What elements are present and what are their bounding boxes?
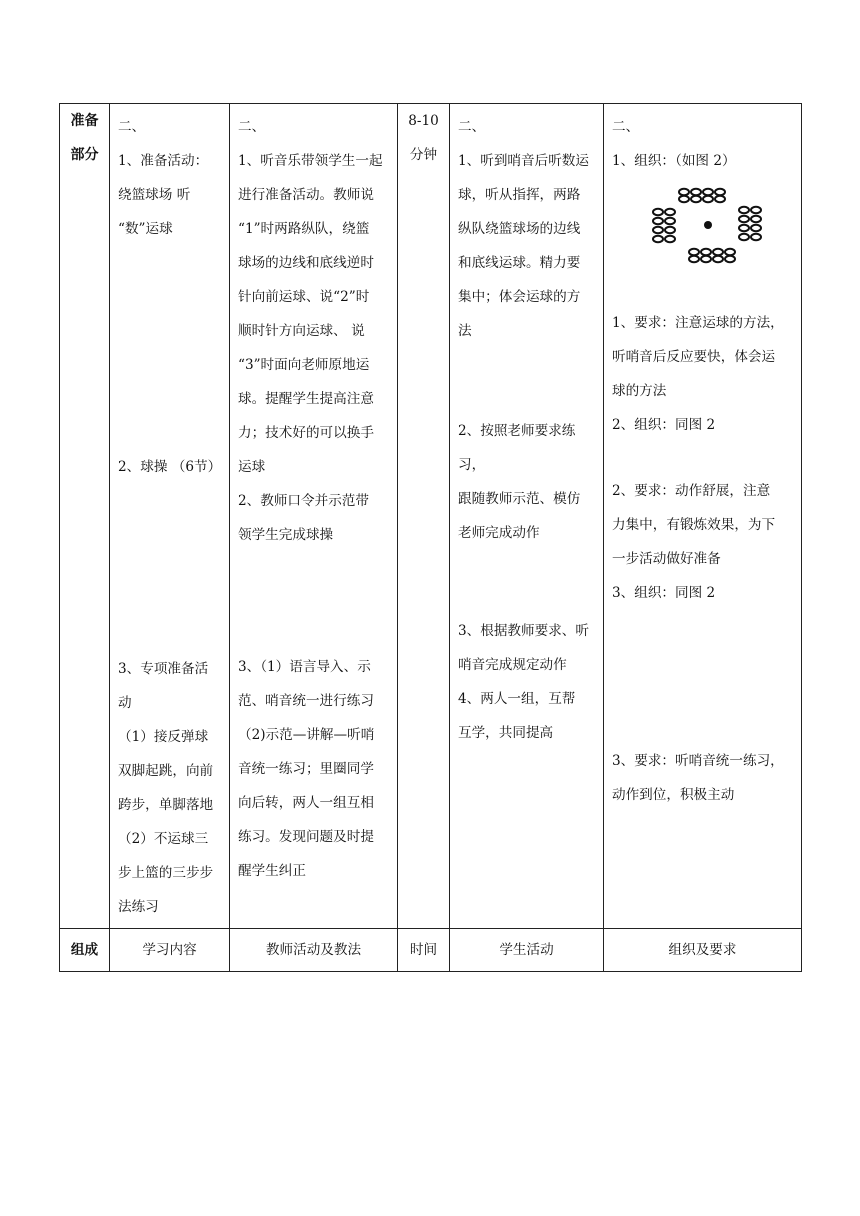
org-line: 2、组织：同图 2: [612, 417, 716, 433]
teacher-line: 范、哨音统一进行练习: [238, 693, 374, 709]
lesson-plan-table: [59, 103, 802, 972]
content-line: 2、球操 （6节）: [118, 459, 222, 475]
content-line: （2）不运球三: [118, 831, 209, 847]
footer-label: 教师活动及教法: [265, 942, 362, 958]
teacher-line: 球。提醒学生提高注意: [238, 391, 374, 407]
content-line: 3、专项准备活: [118, 661, 209, 677]
teacher-line: 1、听音乐带领学生一起: [238, 153, 383, 169]
teacher-line: 练习。发现问题及时提: [238, 829, 374, 845]
content-cell: [110, 104, 230, 929]
teacher-line: 顺时针方向运球、 说: [238, 323, 365, 339]
formation-bottom-row: [689, 249, 735, 262]
section-label: 部分: [70, 147, 99, 163]
org-line: 听哨音后反应要快，体会运: [612, 349, 776, 365]
teacher-line: 领学生完成球操: [238, 527, 334, 543]
org-line: 1、要求：注意运球的方法，: [612, 315, 784, 331]
table-footer-row: [60, 929, 802, 972]
student-line: 互学，共同提高: [458, 725, 554, 741]
student-line: 4、两人一组，互帮: [458, 691, 576, 707]
footer-cell: [110, 929, 230, 972]
student-activity-cell: [450, 104, 604, 929]
organization-cell: [604, 104, 802, 929]
spacer: [458, 348, 597, 414]
student-line: 二、: [458, 119, 486, 135]
teacher-line: 音统一练习；里圈同学: [238, 761, 374, 777]
spacer: [118, 246, 223, 450]
spacer: [612, 442, 795, 474]
teacher-activity-cell: [230, 104, 398, 929]
teacher-line: 3、（1）语言导入、示: [238, 659, 371, 675]
footer-label: 学习内容: [142, 942, 197, 958]
footer-label: 组织及要求: [668, 942, 737, 958]
content-line: 跨步，单脚落地: [118, 797, 214, 813]
section-label: 准备: [70, 113, 99, 129]
student-line: 球，听从指挥，两路: [458, 187, 581, 203]
time-value: 8-10: [408, 113, 439, 129]
spacer: [238, 552, 391, 650]
teacher-line: 力；技术好的可以换手: [238, 425, 374, 441]
content-line: 步上篮的三步步: [118, 865, 214, 881]
org-line: 球的方法: [612, 383, 667, 399]
teacher-line: “3”时面向老师原地运: [238, 357, 370, 373]
org-line: 一步活动做好准备: [612, 551, 721, 567]
content-line: 双脚起跳，向前: [118, 763, 214, 779]
teacher-line: 醒学生纠正: [238, 863, 306, 879]
student-line: 集中；体会运球的方: [458, 289, 581, 305]
content-line: 动: [118, 695, 132, 711]
student-line: 哨音完成规定动作: [458, 657, 567, 673]
teacher-line: 针向前运球、说“2”时: [238, 289, 370, 305]
time-cell: [398, 104, 450, 929]
student-line: 法: [458, 323, 472, 339]
spacer: [612, 610, 795, 744]
org-line: 2、要求：动作舒展，注意: [612, 483, 771, 499]
student-line: 2、按照老师要求练: [458, 423, 576, 439]
footer-cell: [230, 929, 398, 972]
org-line: 1、组织：（如图 2）: [612, 153, 736, 169]
teacher-line: 运球: [238, 459, 266, 475]
spacer: [118, 484, 223, 652]
content-line: “数”运球: [118, 221, 173, 237]
student-line: 老师完成动作: [458, 525, 540, 541]
section-label-cell: [60, 104, 110, 929]
time-value: 分钟: [409, 147, 438, 163]
student-line: 习，: [458, 457, 486, 473]
content-line: 法练习: [118, 899, 159, 915]
content-line: 1、准备活动：: [118, 153, 209, 169]
teacher-line: 球场的边线和底线逆时: [238, 255, 374, 271]
footer-cell: [604, 929, 802, 972]
teacher-position-icon: [704, 221, 712, 229]
student-line: 3、根据教师要求、听: [458, 623, 589, 639]
org-line: 二、: [612, 119, 640, 135]
formation-top-row: [679, 189, 725, 202]
formation-right-column: [739, 207, 761, 240]
formation-diagram-icon: [648, 186, 768, 272]
content-line: 绕篮球场 听: [118, 187, 191, 203]
org-line: 3、要求：听哨音统一练习，: [612, 753, 784, 769]
teacher-line: 2、教师口令并示范带: [238, 493, 369, 509]
footer-label: 组成: [70, 942, 99, 958]
formation-left-column: [653, 209, 675, 242]
footer-cell: [450, 929, 604, 972]
student-line: 纵队绕篮球场的边线: [458, 221, 581, 237]
content-line: （1）接反弹球: [118, 729, 209, 745]
teacher-line: 进行准备活动。教师说: [238, 187, 374, 203]
teacher-line: （2)示范—讲解—听哨: [238, 727, 375, 743]
footer-label: 时间: [409, 942, 438, 958]
org-line: 力集中，有锻炼效果，为下: [612, 517, 776, 533]
footer-cell: [60, 929, 110, 972]
spacer: [458, 550, 597, 614]
content-line: 二、: [118, 119, 146, 135]
footer-cell: [398, 929, 450, 972]
teacher-line: 二、: [238, 119, 266, 135]
student-line: 1、听到哨音后听数运: [458, 153, 589, 169]
org-line: 动作到位，积极主动: [612, 787, 735, 803]
student-line: 跟随教师示范、模仿: [458, 491, 581, 507]
student-line: 和底线运球。精力要: [458, 255, 581, 271]
footer-label: 学生活动: [499, 942, 554, 958]
prep-section-row: [60, 104, 802, 929]
spacer: [612, 282, 795, 306]
org-line: 3、组织：同图 2: [612, 585, 716, 601]
teacher-line: “1”时两路纵队，绕篮: [238, 221, 370, 237]
teacher-line: 向后转，两人一组互相: [238, 795, 374, 811]
